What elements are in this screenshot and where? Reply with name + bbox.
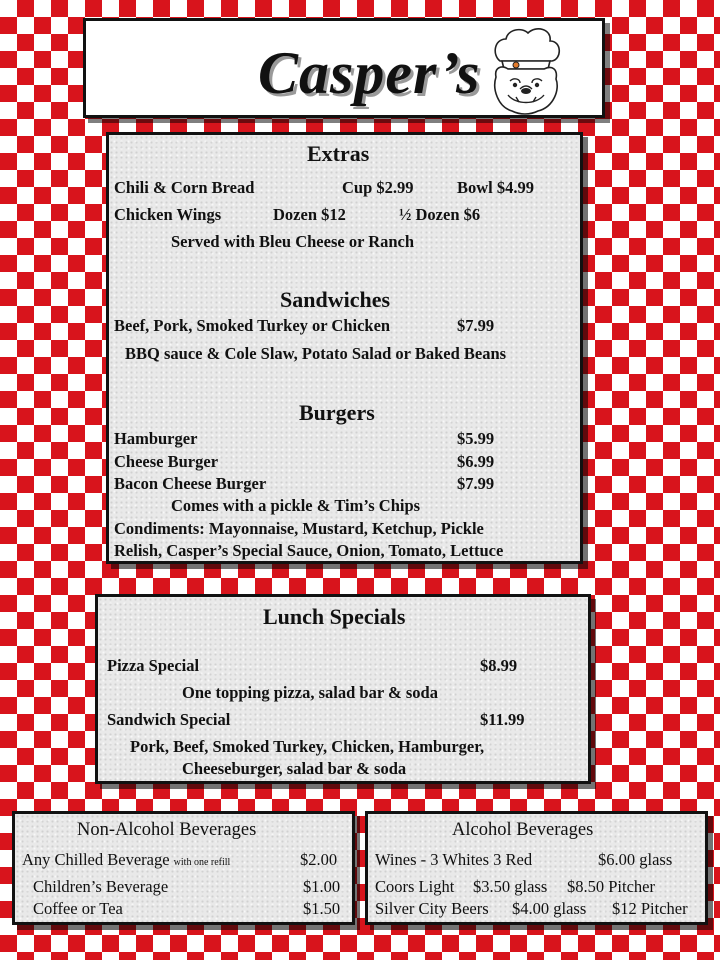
sandwich-special-name: Sandwich Special: [107, 710, 231, 729]
pizza-special-name: Pizza Special: [107, 656, 200, 675]
alcohol-heading: Alcohol Beverages: [452, 820, 594, 840]
coors-pitcher-price: $8.50 Pitcher: [567, 877, 655, 896]
chili-cup-price: Cup $2.99: [342, 178, 414, 197]
chilled-beverage-note: with one refill: [173, 857, 231, 868]
lunch-specials-heading: Lunch Specials: [263, 604, 406, 629]
coffee-tea-name: Coffee or Tea: [33, 899, 123, 918]
pizza-special-price: $8.99: [480, 656, 518, 675]
sandwich-name: Beef, Pork, Smoked Turkey or Chicken: [114, 316, 391, 335]
coors-glass-price: $3.50 glass: [473, 877, 548, 896]
extras-heading: Extras: [307, 141, 370, 166]
burgers-note: Comes with a pickle & Tim’s Chips: [171, 496, 421, 515]
burger-name: Hamburger: [114, 429, 198, 448]
children-beverage-name: Children’s Beverage: [33, 877, 169, 896]
sandwich-price: $7.99: [457, 316, 495, 335]
children-beverage-price: $1.00: [303, 877, 341, 896]
pizza-special-desc: One topping pizza, salad bar & soda: [182, 683, 438, 702]
condiments-line-2: Relish, Casper’s Special Sauce, Onion, Tomato, Lettuce: [114, 541, 504, 560]
title-banner: [83, 18, 605, 118]
wings-half-price: ½ Dozen $6: [399, 205, 481, 224]
condiments-line-1: Condiments: Mayonnaise, Mustard, Ketchup, Pickle: [114, 519, 484, 538]
non-alcohol-heading: Non-Alcohol Beverages: [77, 820, 257, 840]
sandwiches-note: BBQ sauce & Cole Slaw, Potato Salad or Baked Beans: [125, 344, 507, 363]
burger-price: $7.99: [457, 474, 495, 493]
wines-name: Wines - 3 Whites 3 Red: [375, 850, 533, 869]
burger-name: Cheese Burger: [114, 452, 219, 471]
coffee-tea-price: $1.50: [303, 899, 341, 918]
silver-city-name: Silver City Beers: [375, 899, 489, 918]
extras-note: Served with Bleu Cheese or Ranch: [171, 232, 415, 251]
wings-dozen-price: Dozen $12: [273, 205, 346, 224]
chili-bowl-price: Bowl $4.99: [457, 178, 535, 197]
burger-name: Bacon Cheese Burger: [114, 474, 267, 493]
restaurant-logo: Casper’s: [258, 40, 481, 106]
wines-price: $6.00 glass: [598, 850, 673, 869]
bulldog-chef-icon: [486, 25, 566, 117]
sandwich-special-price: $11.99: [480, 710, 525, 729]
chilled-beverage-price: $2.00: [300, 850, 338, 869]
coors-name: Coors Light: [375, 877, 455, 896]
burgers-heading: Burgers: [299, 400, 375, 425]
silver-city-pitcher-price: $12 Pitcher: [612, 899, 688, 918]
sandwiches-heading: Sandwiches: [280, 287, 391, 312]
wings-name: Chicken Wings: [114, 205, 222, 224]
burger-price: $5.99: [457, 429, 495, 448]
chilled-beverage-row: [22, 850, 230, 870]
burger-price: $6.99: [457, 452, 495, 471]
silver-city-glass-price: $4.00 glass: [512, 899, 587, 918]
chili-name: Chili & Corn Bread: [114, 178, 255, 197]
chilled-beverage-name: Any Chilled Beverage: [22, 850, 170, 869]
sandwich-special-desc-2: Cheeseburger, salad bar & soda: [182, 759, 407, 778]
sandwich-special-desc-1: Pork, Beef, Smoked Turkey, Chicken, Hamburger,: [130, 737, 485, 756]
